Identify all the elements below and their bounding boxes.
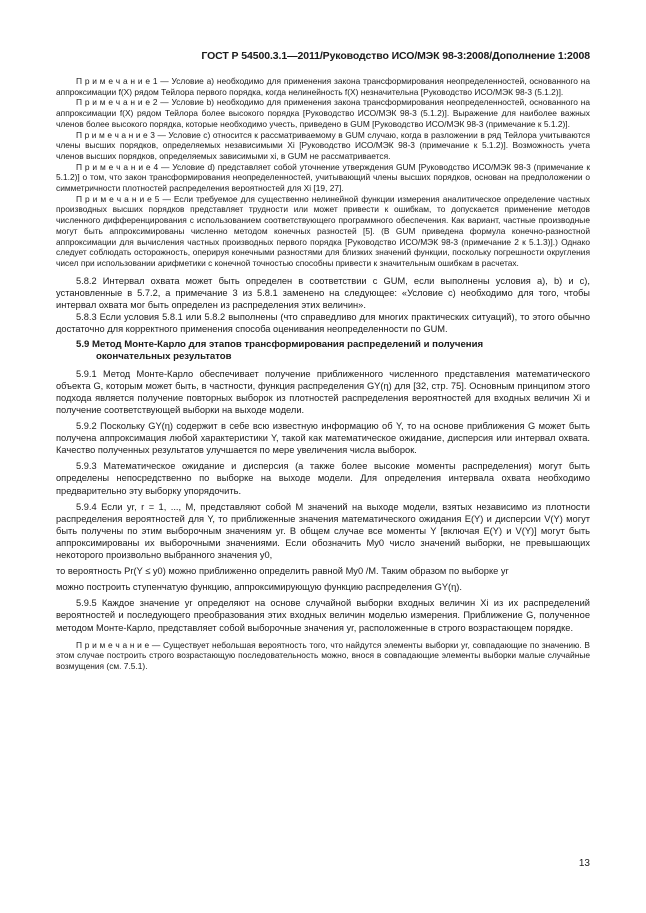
page-header: ГОСТ Р 54500.3.1—2011/Руководство ИСО/МЭК 98-3:2008/Дополнение 1:2008 [201, 50, 590, 62]
paragraph-5-9-5: 5.9.5 Каждое значение yr определяют на основе случайной выборки входных величин Xi из их распределений вероятностей и последующего преобразования этих входных величин моделью измерения. Приближение G, полученное методом Монте-Карло, представляет собой выборочные значения yr, расположенные в строго возрастающем порядке. [56, 598, 590, 633]
note-4: П р и м е ч а н и е 4 — Условие d) представляет собой уточнение утверждения GUM [Руководство ИСО/МЭК 98-3 (примечание к 5.1.2)] о том, что закон трансформирования неопределенностей, учитывающий члены высших порядков, основан на предположении о симметричности плотностей распределения вероятностей для Xi [19, 27]. [56, 161, 590, 194]
note-3: П р и м е ч а н и е 3 — Условие с) относится к рассматриваемому в GUM случаю, когда в разложении в ряд Тейлора учитываются члены высших порядков, определяемых независимыми Xi [Руководство ИСО/МЭК 98-3 (примечание к 5.1.2)]. Возможность учета членов высших порядков, определяемых зависимыми xi, в GUM не рассматривается. [56, 129, 590, 161]
page-number: 13 [578, 858, 590, 869]
page-content [56, 76, 590, 672]
paragraph-5-8-3: 5.8.3 Если условия 5.8.1 или 5.8.2 выполнены (что справедливо для многих практических ситуаций), то этого обычно достаточно для корректного применения способа оценивания неопределенности по GUM. [56, 311, 590, 335]
section-heading-line-1: 5.9 Метод Монте-Карло для этапов трансформирования распределений и получения [76, 339, 484, 351]
paragraph-5-8-2: 5.8.2 Интервал охвата может быть определен в соответствии с GUM, если выполнены условия а), b) и с), установленные в 5.7.2, а примечание 3 из 5.8.1 заменено на следующее: «Условие с) необходимо для того, чтобы интервал охвата мог быть определен из распределения этих величин». [56, 275, 590, 310]
section-heading-5-9 [56, 339, 590, 364]
note-5: П р и м е ч а н и е 5 — Если требуемое для существенно нелинейной функции измерения аналитическое определение частных производных высших порядков представляет трудности или может привести к ошибкам, то допускается применение методов численного дифференцирования с использованием соответствующего программного обеспечения. Как вариант, частные производные могут быть аппроксимированы численно методом конечных разностей [5]. (В GUM приведена формула конечно-разностной аппроксимации для вычисления частных производных первого порядка [Руководство ИСО/МЭК 98-3 (примечание 2 к 5.1.3)].) Однако следует соблюдать осторожность, оперируя конечными разностями для близких значений функции, поскольку погрешности округления чисел при использовании арифметики с конечной точностью способны привести к значительным ошибкам в расчетах. [56, 193, 590, 268]
note-2: П р и м е ч а н и е 2 — Условие b) необходимо для применения закона трансформирования неопределенностей, основанного на аппроксимации f(X) рядом Тейлора более высокого порядка [Руководство ИСО/МЭК 98-3 (5.1.2)]. Выражение для наиболее важных членов более высокого порядка, которые необходимо учесть, приведено в GUM [Руководство ИСО/МЭК 98-3 (примечание к 5.1.2)]. [56, 97, 590, 129]
paragraph-5-9-4-cont-2: можно построить ступенчатую функцию, аппроксимирующую функцию распределения GY(η). [56, 582, 462, 593]
section-heading-line-2: окончательных результатов [96, 351, 232, 363]
paragraph-5-9-4-cont-1: то вероятность Pr(Y ≤ y0) можно приближенно определить равной My0 /M. Таким образом по выборке yr [56, 566, 509, 577]
paragraph-5-9-2: 5.9.2 Поскольку GY(η) содержит в себе всю известную информацию об Y, то на основе приближения G может быть получена аппроксимация любой характеристики Y, такой как математическое ожидание, дисперсия или интервал охвата. Качество полученных результатов улучшается по мере увеличения числа выборок. [56, 421, 590, 456]
note-1: П р и м е ч а н и е 1 — Условие а) необходимо для применения закона трансформирования неопределенностей, основанного на аппроксимации f(X) рядом Тейлора первого порядка, когда нелинейность f(X) незначительна [Руководство ИСО/МЭК 98-3 (5.1.2)]. [56, 76, 590, 97]
note-bottom: П р и м е ч а н и е — Существует небольшая вероятность того, что найдутся элементы выборки yr, совпадающие по значению. В этом случае построить строго возрастающую последовательность можно, внося в совпадающие элементы выборки малые случайные возмущения (см. 7.5.1). [56, 639, 590, 671]
paragraph-5-9-1: 5.9.1 Метод Монте-Карло обеспечивает получение приближенного численного представления математического объекта G, которым может быть, в частности, функция распределения GY(η) для [32, стр. 75]. Основным принципом этого подхода является получение повторных выборок из плотностей распределения вероятностей для входных величин Xi и получение соответствующей выборки на выходе модели. [56, 368, 590, 415]
paragraph-5-9-3: 5.9.3 Математическое ожидание и дисперсия (а также более высокие моменты распределения) могут быть определены непосредственно по выборке на выходе модели. Для определения интервала охвата необходимо предварительно эту выборку упорядочить. [56, 461, 590, 496]
paragraph-5-9-4: 5.9.4 Если yr, r = 1, ..., M, представляют собой M значений на выходе модели, взятых независимо из плотности распределения вероятностей для Y, то приближенные значения математического ожидания E(Y) и дисперсии V(Y) могут быть получены по этим выборочным значениям yr. В общем случае все моменты Y [включая E(Y) и V(Y)] могут быть аппроксимированы их выборочными значениями. Если обозначить My0 число значений выборки, не превышающих некоторого произвольно выбранного значения y0, [56, 501, 590, 561]
